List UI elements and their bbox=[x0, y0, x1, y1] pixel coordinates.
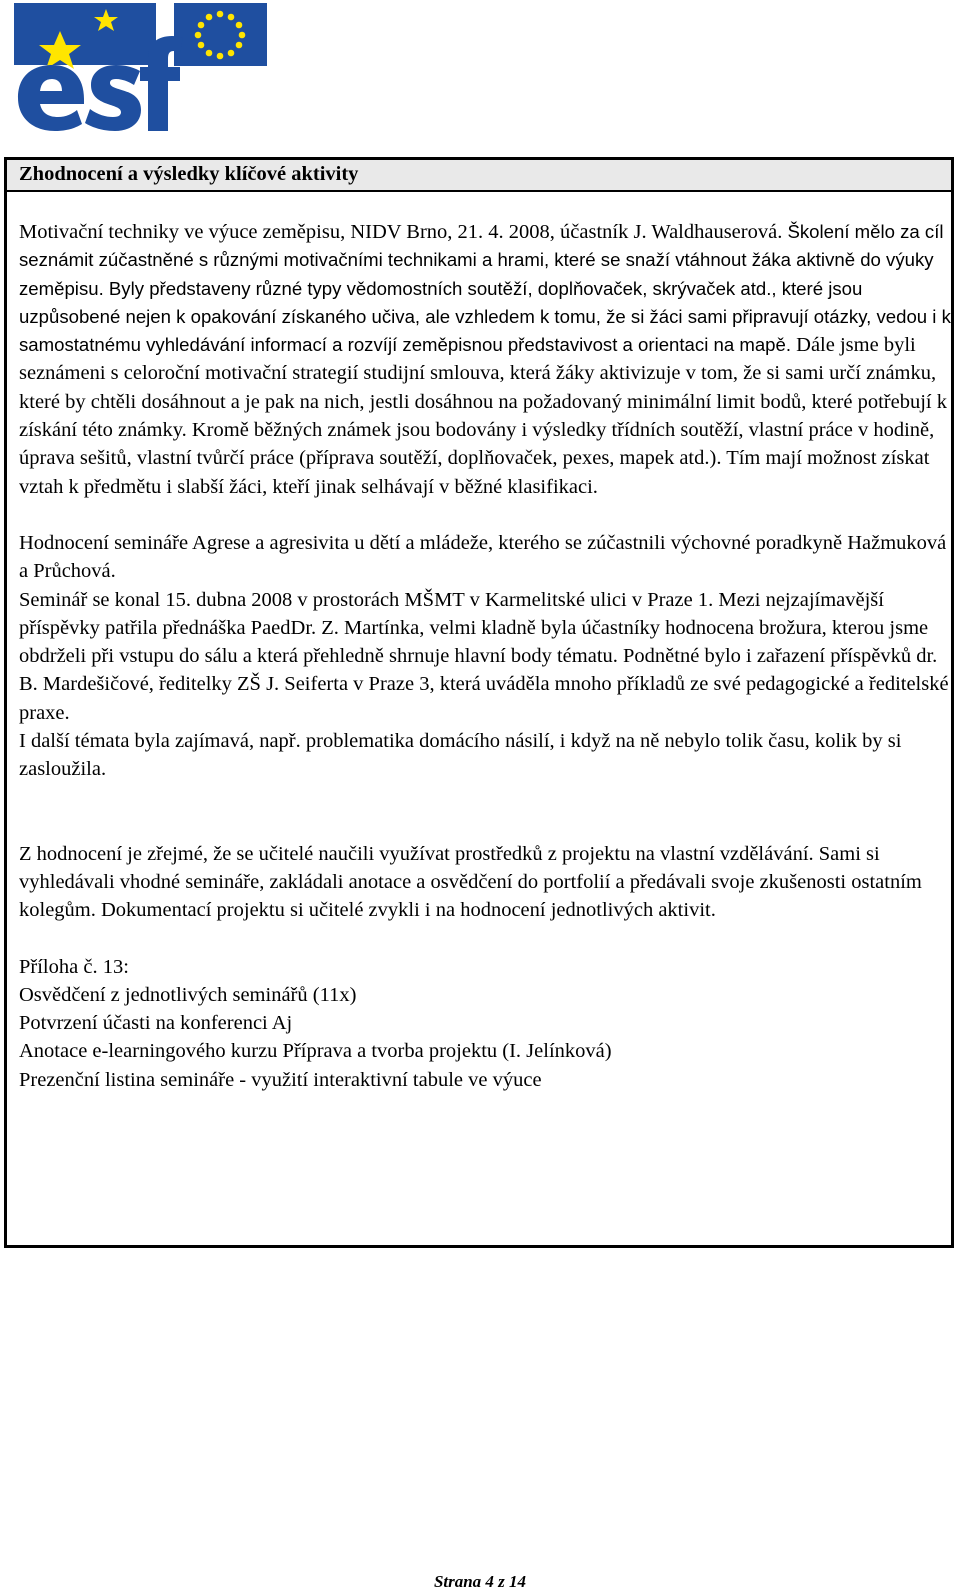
attachment-item: Potvrzení účasti na konferenci Aj bbox=[19, 1012, 293, 1035]
paragraph-training-intro: Motivační techniky ve výuce zeměpisu, NIDV Brno, 21. 4. 2008, účastník J. Waldhauserová. bbox=[19, 221, 783, 243]
paragraph-seminar-other: I další témata byla zajímavá, např. problematika domácího násilí, i když na ně nebylo tolik času, kolik by si zasloužila. bbox=[19, 730, 902, 781]
paragraph-summary: Z hodnocení je zřejmé, že se učitelé naučili využívat prostředků z projektu na vlastní vzdělávání. Sami si vyhledávali vhodné semináře, zakládali anotace a osvědčení do portfolií a předávali svoje zkušenosti ostatním kolegům. Dokumentací projektu si učitelé zvykli i na hodnocení jednotlivých aktivit. bbox=[19, 842, 922, 922]
section-heading-bar bbox=[7, 160, 951, 192]
attachment-item: Osvědčení z jednotlivých seminářů (11x) bbox=[19, 983, 357, 1006]
paragraph-training-body-sans: Školení mělo za cíl seznámit zúčastněné s různými motivačními technikami a hrami, které se snaží vtáhnout žáka aktivně do výuky zeměpisu. Byly představeny různé typy vědomostních soutěží, doplňovaček, skrývaček atd. bbox=[19, 221, 944, 299]
paragraph-training bbox=[19, 218, 951, 501]
attachment-item: Prezenční listina semináře - využití interaktivní tabule ve výuce bbox=[19, 1068, 542, 1091]
evaluation-content bbox=[19, 218, 951, 1094]
paragraph-training-body-serif: Dále jsme byli seznámeni s celoroční motivační strategií studijní smlouva, která žáky aktivizuje v tom, že si sami určí známku, které by chtěli dosáhnout a je pak na nich, jestli dosáhnou na požadovaný minimální limit bodů, které potřebují k získání této známky. Kromě běžných známek jsou bodovány i výsledky třídních soutěží, vlastní práce v hodině, úprava sešitů, vlastní tvůrčí práce (příprava soutěží, doplňovaček, pexes, mapek atd.). Tím mají možnost získat vztah k předmětu i slabší žáci, kteří jinak selhávají v běžné klasifikaci. bbox=[19, 334, 947, 498]
page-number: Strana 4 z 14 bbox=[433, 1572, 527, 1591]
paragraph-seminar-intro: Hodnocení semináře Agrese a agresivita u dětí a mládeže, kterého se zúčastnili výchovné poradkyně Hažmuková a Průchová. bbox=[19, 531, 947, 583]
esf-logo-blue-block bbox=[14, 3, 156, 65]
section-heading: Zhodnocení a výsledky klíčové aktivity bbox=[19, 163, 359, 185]
esf-logo bbox=[14, 3, 274, 131]
attachment-item: Anotace e-learningového kurzu Příprava a tvorba projektu (I. Jelínková) bbox=[19, 1040, 612, 1063]
evaluation-box bbox=[4, 157, 954, 1248]
paragraph-training-body-rest: , které jsou uzpůsobené nejen k opakování získaného učiva, ale vzhledem k tomu, že si žáci sami připravují otázky, vedou i k samostatnému vyhledávání informací a rozvíjí zeměpisnou představivost a orientaci na mapě. bbox=[19, 277, 951, 356]
paragraph-seminar-body: Seminář se konal 15. dubna 2008 v prostorách MŠMT v Karmelitské ulici v Praze 1. Mezi nejzajímavější příspěvky patřila přednáška PaedDr. Z. Martínka, velmi kladně byla účastníky hodnocena brožura, kterou jsme obdrželi při vstupu do sálu a která přehledně shrnuje hlavní body tématu. Podnětné bylo i zařazení příspěvků dr. B. Mardešičové, ředitelky ZŠ J. Seiferta v Praze 3, která uváděla mnoho příkladů ze své pedagogické a ředitelské praxe. bbox=[19, 588, 949, 724]
attachments-title: Příloha č. 13: bbox=[19, 955, 129, 978]
